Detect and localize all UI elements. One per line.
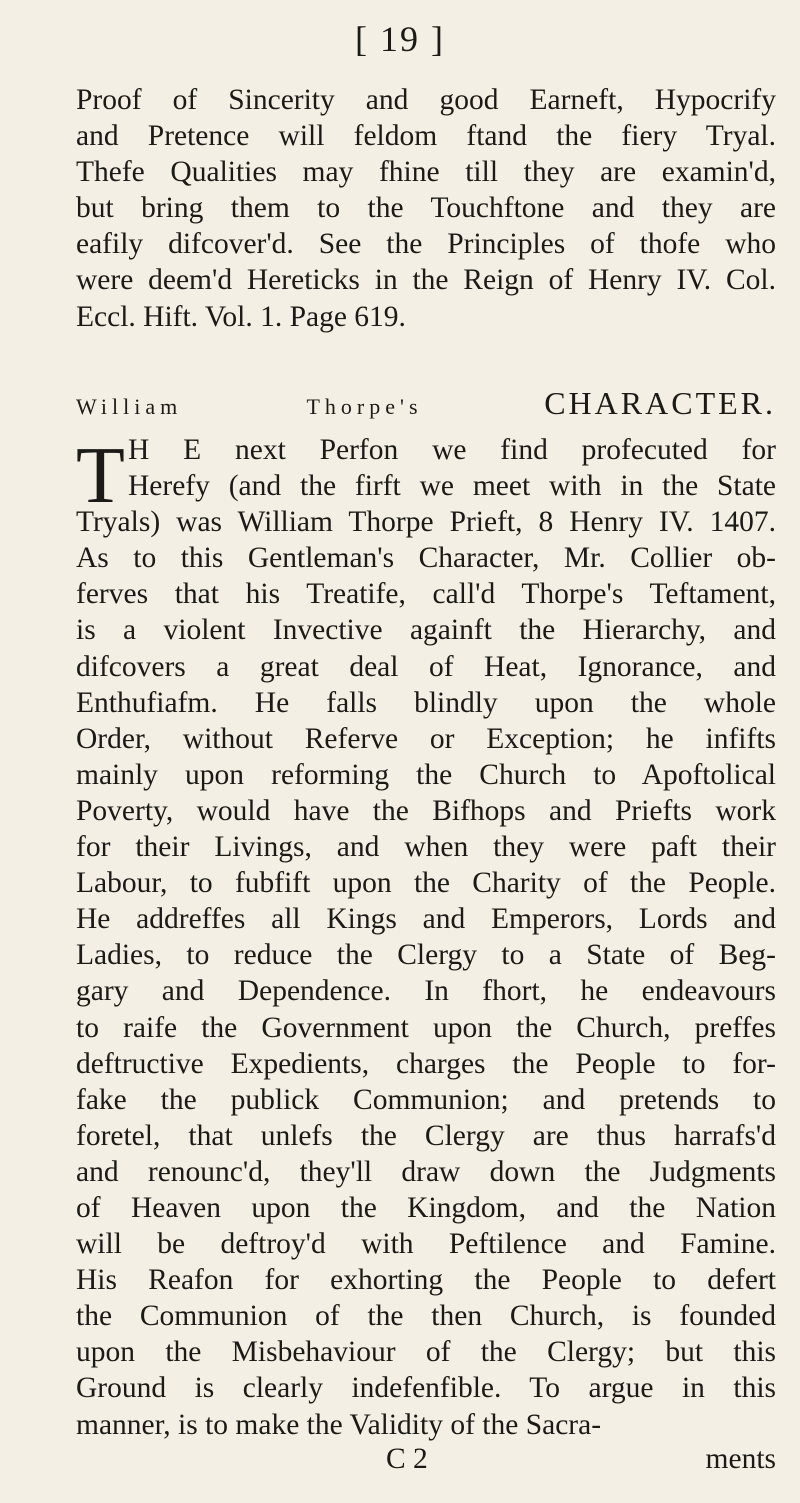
text-line: Tryals) was William Thorpe Prieft, 8 Henry IV. 1407. (76, 506, 776, 539)
drop-cap: T (76, 432, 125, 520)
text-line: Eccl. Hift. Vol. 1. Page 619. (76, 300, 406, 333)
text-line: of Heaven upon the Kingdom, and the Nation (76, 1191, 776, 1224)
text-line: Proof of Sincerity and good Earneft, Hypocrify (76, 84, 776, 116)
signature-mark: C 2 (386, 1443, 428, 1475)
text-line: the Communion of the then Church, is founded (76, 1300, 776, 1333)
text-line: gary and Dependence. In fhort, he endeavours (76, 975, 776, 1008)
text-line: difcovers a great deal of Heat, Ignorance, and (76, 650, 776, 683)
text-line: foretel, that unlefs the Clergy are thus harrafs'd (76, 1119, 776, 1152)
text-line: Enthufiafm. He falls blindly upon the whole (76, 686, 776, 719)
text-line: Labour, to fubfift upon the Charity of the People. (76, 867, 776, 900)
page-number: [ 19 ] (355, 19, 445, 59)
text-line: mainly upon reforming the Church to Apoftolical (76, 758, 776, 791)
intro-paragraph (76, 82, 776, 335)
text-line: H E next Perfon we find profecuted for (128, 434, 776, 466)
text-line: and renounc'd, they'll draw down the Judgments (76, 1155, 776, 1188)
text-line: Thefe Qualities may fhine till they are examin'd, (76, 156, 776, 189)
heading-name: William Thorpe's (76, 394, 423, 419)
text-line: eafily difcover'd. See the Principles of thofe who (76, 228, 776, 261)
text-line: His Reafon for exhorting the People to defert (76, 1264, 776, 1297)
text-line: and Pretence will feldom ftand the fiery Tryal. (76, 120, 776, 153)
text-line: for their Livings, and when they were paft their (76, 831, 776, 864)
body-paragraph (76, 432, 776, 1443)
text-line: will be deftroy'd with Peftilence and Famine. (76, 1228, 776, 1261)
page-footer (76, 1443, 776, 1479)
section-heading (76, 385, 776, 422)
text-line: is a violent Invective againft the Hierarchy, and (76, 614, 776, 647)
text-line: Herefy (and the firft we meet with in the State (128, 470, 776, 503)
text-line: He addreffes all Kings and Emperors, Lords and (76, 903, 776, 936)
text-line: to raife the Government upon the Church, preffes (76, 1011, 776, 1044)
text-line: were deem'd Hereticks in the Reign of Henry IV. Col. (76, 264, 776, 297)
text-line: upon the Misbehaviour of the Clergy; but this (76, 1336, 776, 1369)
text-line: but bring them to the Touchftone and they are (76, 192, 776, 225)
text-line: As to this Gentleman's Character, Mr. Collier ob- (76, 542, 776, 575)
text-line: Poverty, would have the Bifhops and Priefts work (76, 794, 776, 827)
text-line: Ground is clearly indefenfible. To argue in this (76, 1372, 776, 1405)
text-line: ferves that his Treatife, call'd Thorpe's Teftament, (76, 578, 776, 611)
text-line: deftructive Expedients, charges the People to for- (76, 1047, 776, 1080)
catchword: ments (705, 1443, 776, 1475)
text-line: Order, without Referve or Exception; he infifts (76, 722, 776, 755)
text-line: fake the publick Communion; and pretends to (76, 1083, 776, 1116)
heading-word: CHARACTER. (544, 385, 776, 421)
text-line: Ladies, to reduce the Clergy to a State of Beg- (76, 939, 776, 972)
text-line: manner, is to make the Validity of the Sacra- (76, 1408, 602, 1441)
